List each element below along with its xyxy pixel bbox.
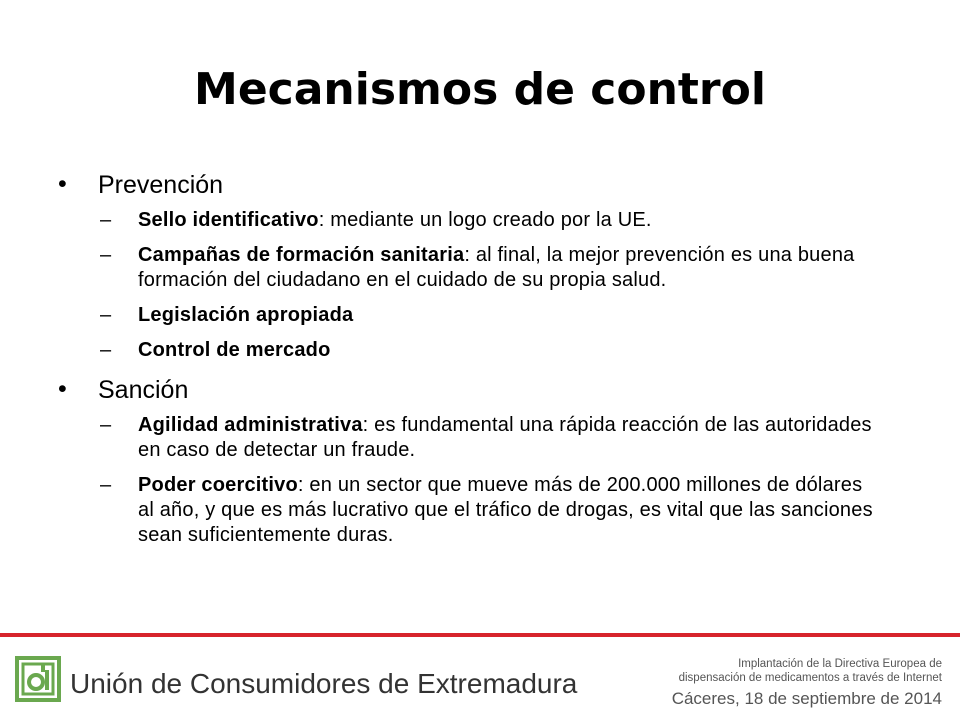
item-term: Poder coercitivo <box>138 474 298 496</box>
section-sancion <box>58 373 878 407</box>
item-text: : en un sector que mueve más de 200.000 millones de dólares al año, y que es más lucrativo que el tráfico de drogas, es vital que las sanciones sean suficientemente duras. <box>138 474 873 546</box>
section-label: Prevención <box>98 171 224 199</box>
list-item <box>58 413 878 463</box>
slide-body <box>58 168 878 558</box>
list-item <box>58 303 878 328</box>
item-term: Campañas de formación sanitaria <box>138 244 465 266</box>
organization-name: Unión de Consumidores de Extremadura <box>70 668 578 699</box>
dash-icon: – <box>100 304 112 326</box>
bullet-icon: • <box>58 375 67 403</box>
item-term: Control de mercado <box>138 339 331 361</box>
list-item <box>58 473 878 548</box>
list-item <box>58 208 878 233</box>
item-text: : es fundamental una rápida reacción de las autoridades en caso de detectar un fraude. <box>138 414 872 461</box>
dash-icon: – <box>100 339 112 361</box>
item-term: Legislación apropiada <box>138 304 354 326</box>
event-date-location: Cáceres, 18 de septiembre de 2014 <box>671 689 942 708</box>
item-text: : al final, la mejor prevención es una buena formación del ciudadano en el cuidado de su propia salud. <box>138 244 855 291</box>
dash-icon: – <box>100 474 112 496</box>
section-label: Sanción <box>98 376 189 404</box>
list-item <box>58 243 878 293</box>
list-item <box>58 338 878 363</box>
event-info <box>642 657 942 711</box>
event-line-1: Implantación de la Directiva Europea de <box>738 658 942 670</box>
bullet-icon: • <box>58 170 67 198</box>
item-term: Agilidad administrativa <box>138 414 363 436</box>
section-prevencion <box>58 168 878 202</box>
ucex-logo-icon <box>15 656 61 702</box>
dash-icon: – <box>100 209 112 231</box>
dash-icon: – <box>100 244 112 266</box>
dash-icon: – <box>100 414 112 436</box>
item-term: Sello identificativo <box>138 209 319 231</box>
event-line-2: dispensación de medicamentos a través de Internet <box>678 672 942 684</box>
footer-divider <box>0 633 960 637</box>
slide-title: Mecanismos de control <box>194 64 766 115</box>
item-text: : mediante un logo creado por la UE. <box>318 209 652 231</box>
